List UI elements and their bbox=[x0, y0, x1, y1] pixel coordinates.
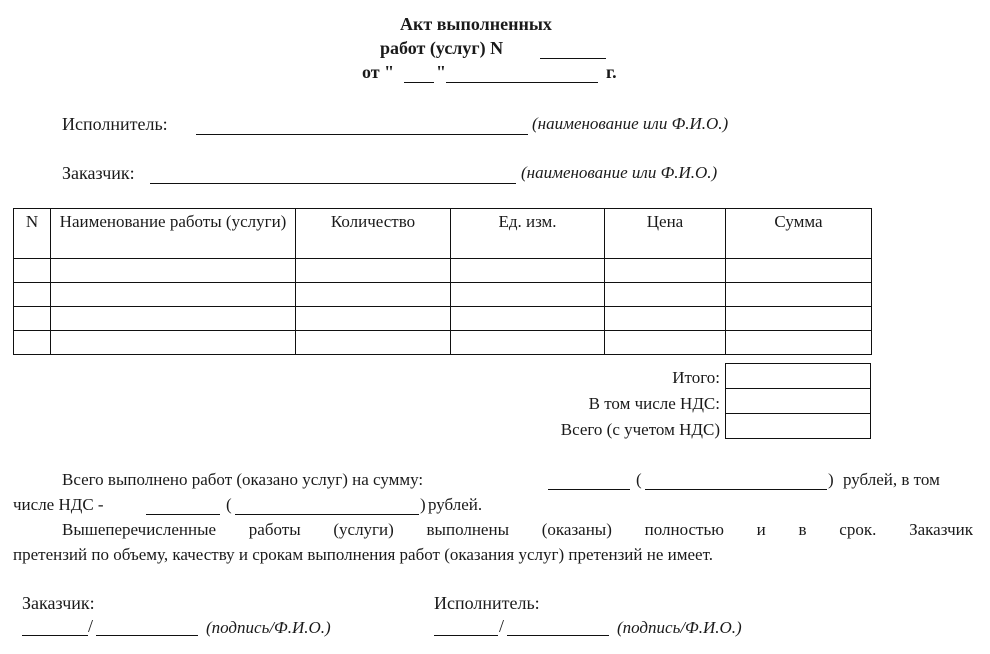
totals-table bbox=[725, 363, 871, 439]
col-header-sum: Сумма bbox=[726, 209, 872, 259]
executor-signature-hint: (подпись/Ф.И.О.) bbox=[617, 618, 742, 637]
doc-title-line1: Акт выполненных bbox=[400, 14, 552, 34]
executor-field[interactable] bbox=[196, 134, 528, 135]
vat-words-field[interactable] bbox=[235, 514, 419, 515]
sum-words-field[interactable] bbox=[645, 489, 827, 490]
signature-slash: / bbox=[499, 616, 505, 636]
doc-date-quote: " bbox=[436, 62, 446, 82]
grand-total-label: Всего (с учетом НДС) bbox=[560, 420, 720, 439]
table-cell[interactable] bbox=[451, 283, 605, 307]
table-cell[interactable] bbox=[726, 283, 872, 307]
executor-label: Исполнитель: bbox=[62, 114, 168, 134]
table-row bbox=[14, 259, 872, 283]
doc-date-suffix: г. bbox=[606, 62, 617, 82]
col-header-price: Цена bbox=[605, 209, 726, 259]
table-cell[interactable] bbox=[451, 259, 605, 283]
table-row bbox=[14, 331, 872, 355]
table-cell[interactable] bbox=[296, 331, 451, 355]
col-header-work-name: Наименование работы (услуги) bbox=[51, 209, 296, 259]
customer-hint: (наименование или Ф.И.О.) bbox=[521, 163, 718, 182]
col-header-number: N bbox=[14, 209, 51, 259]
date-month-year-field[interactable] bbox=[446, 82, 598, 83]
customer-signature-field[interactable] bbox=[22, 635, 88, 636]
open-paren: ( bbox=[636, 470, 642, 489]
doc-number-label: работ (услуг) N bbox=[380, 38, 504, 58]
executor-signature-field[interactable] bbox=[434, 635, 498, 636]
vat-amount-field[interactable] bbox=[146, 514, 220, 515]
table-row bbox=[14, 283, 872, 307]
signature-executor-label: Исполнитель: bbox=[434, 593, 540, 613]
vat-included-label: В том числе НДС: bbox=[588, 394, 720, 413]
customer-name-field[interactable] bbox=[96, 635, 198, 636]
close-paren: ) bbox=[420, 495, 426, 514]
vat-text-start: числе НДС - bbox=[13, 495, 104, 514]
doc-title-line2 bbox=[380, 38, 503, 59]
sum-text-start: Всего выполнено работ (оказано услуг) на сумму: bbox=[62, 470, 424, 489]
table-cell[interactable] bbox=[605, 259, 726, 283]
table-cell[interactable] bbox=[726, 307, 872, 331]
table-cell[interactable] bbox=[51, 331, 296, 355]
customer-signature-hint: (подпись/Ф.И.О.) bbox=[206, 618, 331, 637]
table-cell[interactable] bbox=[605, 331, 726, 355]
vat-value-cell[interactable] bbox=[726, 389, 871, 414]
doc-date-prefix: от " bbox=[362, 62, 395, 82]
table-cell[interactable] bbox=[451, 331, 605, 355]
table-row bbox=[14, 307, 872, 331]
table-cell[interactable] bbox=[14, 259, 51, 283]
table-cell[interactable] bbox=[51, 259, 296, 283]
executor-name-field[interactable] bbox=[507, 635, 609, 636]
grand-total-value-cell[interactable] bbox=[726, 414, 871, 439]
close-paren: ) bbox=[828, 470, 834, 489]
customer-label: Заказчик: bbox=[62, 163, 135, 183]
signature-slash: / bbox=[88, 616, 94, 636]
table-cell[interactable] bbox=[14, 331, 51, 355]
table-cell[interactable] bbox=[726, 331, 872, 355]
total-value-cell[interactable] bbox=[726, 364, 871, 389]
table-cell[interactable] bbox=[726, 259, 872, 283]
table-cell[interactable] bbox=[14, 307, 51, 331]
doc-number-field[interactable] bbox=[540, 58, 606, 59]
col-header-quantity: Количество bbox=[296, 209, 451, 259]
vat-text-end: рублей. bbox=[428, 495, 483, 514]
sum-amount-field[interactable] bbox=[548, 489, 630, 490]
col-header-unit: Ед. изм. bbox=[451, 209, 605, 259]
table-header-row bbox=[14, 209, 872, 259]
table-cell[interactable] bbox=[296, 307, 451, 331]
total-label: Итого: bbox=[672, 368, 720, 387]
sum-text-end: рублей, в том bbox=[843, 470, 940, 489]
table-cell[interactable] bbox=[14, 283, 51, 307]
table-cell[interactable] bbox=[451, 307, 605, 331]
executor-hint: (наименование или Ф.И.О.) bbox=[532, 114, 729, 133]
table-cell[interactable] bbox=[51, 307, 296, 331]
items-table bbox=[13, 208, 872, 355]
date-day-field[interactable] bbox=[404, 82, 434, 83]
statement-line2: претензий по объему, качеству и срокам выполнения работ (оказания услуг) претензий не имеет. bbox=[13, 545, 713, 564]
statement-line1: Вышеперечисленные работы (услуги) выполнены (оказаны) полностью и в срок. Заказчик bbox=[62, 520, 973, 539]
table-cell[interactable] bbox=[296, 259, 451, 283]
table-cell[interactable] bbox=[605, 283, 726, 307]
table-cell[interactable] bbox=[51, 283, 296, 307]
table-cell[interactable] bbox=[605, 307, 726, 331]
signature-customer-label: Заказчик: bbox=[22, 593, 95, 613]
customer-field[interactable] bbox=[150, 183, 516, 184]
table-cell[interactable] bbox=[296, 283, 451, 307]
open-paren: ( bbox=[226, 495, 232, 514]
